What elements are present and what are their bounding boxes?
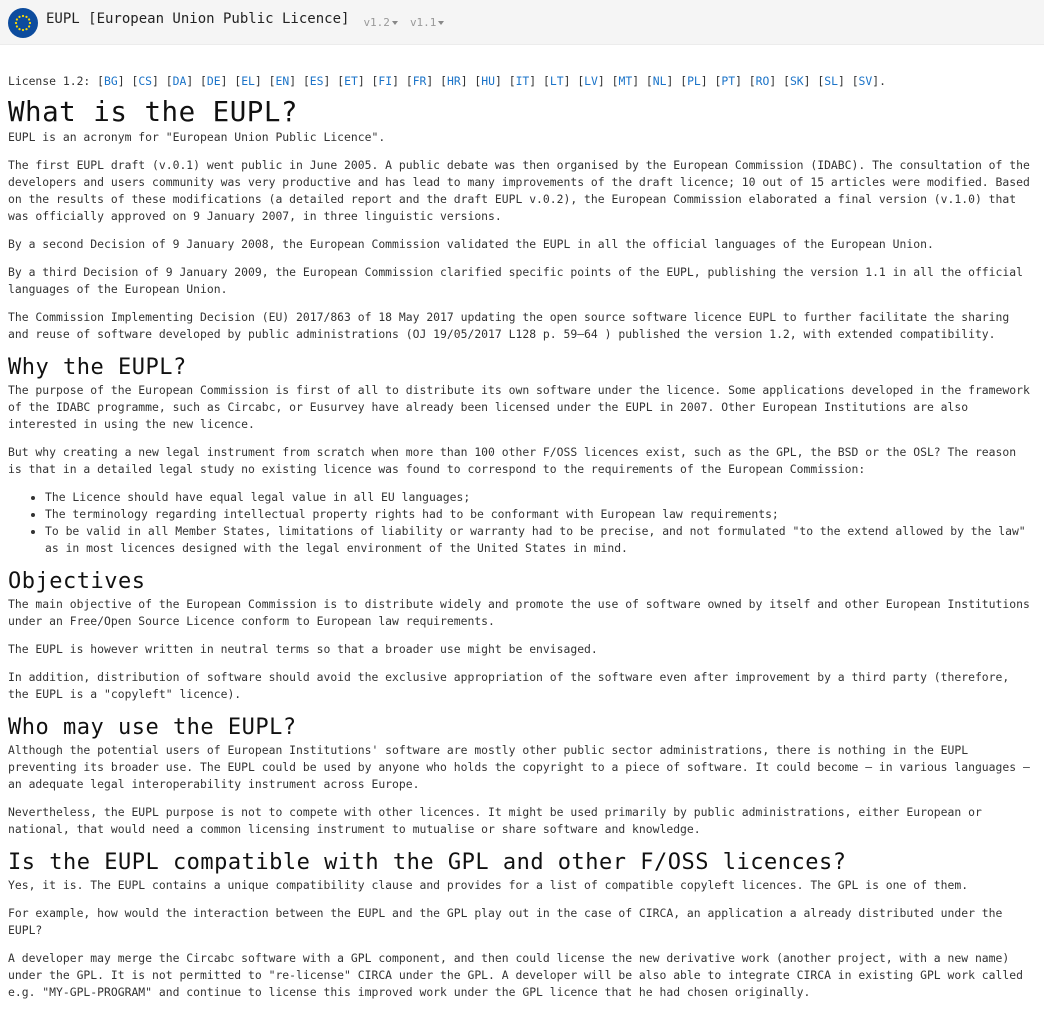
paragraph: For example, how would the interaction between the EUPL and the GPL play out in the case of CIRCA, an application a already distributed under the EUPL? (8, 906, 1003, 937)
language-prefix: License 1.2: (8, 74, 98, 88)
language-links (8, 73, 1036, 90)
paragraph: Nevertheless, the EUPL purpose is not to compete with other licences. It might be used primarily by public administrations, either European or national, that would need a common licensing instrument to mutualise or share software and knowledge. (8, 805, 982, 836)
language-link-hu[interactable]: HU (481, 74, 495, 88)
paragraph: EUPL is an acronym for "European Union Public Licence". (8, 130, 386, 144)
language-link-ro[interactable]: RO (755, 74, 770, 88)
language-link-pl[interactable]: PL (687, 74, 701, 88)
version-dropdown-v11[interactable] (410, 14, 445, 31)
paragraph: By a third Decision of 9 January 2009, the European Commission clarified specific points of the EUPL, publishing the version 1.1 in all the official languages of the European Union. (8, 265, 1023, 296)
language-link-el[interactable]: EL (241, 74, 255, 88)
caret-down-icon (392, 21, 398, 25)
language-link-nl[interactable]: NL (652, 74, 667, 88)
list-item: • To be valid in all Member States, limitations of liability or warranty had to be precise, and not formulated "to the extend allowed by the law" as in most licences designed with the legal environment of the United States in mind. (45, 523, 1036, 557)
language-link-sv[interactable]: SV (858, 74, 873, 88)
main-content (0, 73, 1044, 1001)
requirements-list (8, 489, 1036, 557)
paragraph: A developer may merge the Circabc software with a GPL component, and then could license the new derivative work (another project, with a new name) under the GPL. It is not permitted to "re-license" CIRCA under the GPL. A developer will be also able to integrate CIRCA in existing GPL work called e.g. "MY-GPL-PROGRAM" and continue to license this improved work under the GPL licence that he had chosen originally. (8, 951, 1023, 999)
version-label: v1.1 (409, 15, 437, 29)
language-link-bg[interactable]: BG (104, 74, 118, 88)
paragraph: In addition, distribution of software should avoid the exclusive appropriation of the software even after improvement by a third party (therefore, the EUPL is a "copyleft" licence). (8, 670, 1010, 701)
language-link-et[interactable]: ET (344, 74, 358, 88)
heading-who: Who may use the EUPL? (8, 715, 297, 740)
paragraph: The EUPL is however written in neutral terms so that a broader use might be envisaged. (8, 642, 598, 656)
heading-what: What is the EUPL? (8, 96, 298, 128)
language-link-en[interactable]: EN (275, 74, 290, 88)
navbar (0, 0, 1044, 45)
eu-stars-ring (8, 8, 38, 38)
language-link-cs[interactable]: CS (138, 74, 153, 88)
language-link-lv[interactable]: LV (584, 74, 598, 88)
language-link-fi[interactable]: FI (378, 74, 393, 88)
paragraph: The Commission Implementing Decision (EU) 2017/863 of 18 May 2017 updating the open source software licence EUPL to further facilitate the sharing and reuse of software developed by public administrations (OJ 19/05/2017 L128 p. 59–64 ) published the version 1.2, with extended compatibility. (8, 310, 1010, 341)
language-link-list: [BG] [CS] [DA] [DE] [EL] [EN] [ES] [ET] [FI] [FR] [HR] [HU] [IT] [LT] [LV] [MT] [NL] [PL] [PT] [RO] [SK] [SL] [SV]. (97, 74, 886, 88)
paragraph: But why creating a new legal instrument from scratch when more than 100 other F/OSS licences exist, such as the GPL, the BSD or the OSL? The reason is that in a detailed legal study no existing licence was found to correspond to the requirements of the European Commission: (8, 445, 1017, 476)
language-link-sl[interactable]: SL (824, 74, 838, 88)
paragraph: Yes, it is. The EUPL contains a unique compatibility clause and provides for a list of compatible copyleft licences. The GPL is one of them. (8, 878, 969, 892)
language-link-it[interactable]: IT (515, 74, 530, 88)
language-link-fr[interactable]: FR (412, 74, 427, 88)
heading-objectives: Objectives (8, 569, 146, 594)
language-link-es[interactable]: ES (309, 74, 324, 88)
heading-compatibility: Is the EUPL compatible with the GPL and other F/OSS licences? (8, 850, 847, 875)
paragraph: The first EUPL draft (v.0.1) went public in June 2005. A public debate was then organised by the European Commission (IDABC). The consultation of the developers and users community was very productive and has lead to many improvements of the draft licence; 10 out of 15 articles were modified. Based on the results of these modifications (a detailed report and the draft EUPL v.0.2), the European Commission elaborated a final version (v.1.0) that was officially approved on 9 January 2007, in three linguistic versions. (8, 158, 1030, 223)
version-dropdown-v12[interactable] (363, 14, 398, 31)
paragraph: The purpose of the European Commission is first of all to distribute its own software under the licence. Some applications developed in the framework of the IDABC programme, such as Circabc, or Eusurvey have already been licensed under the EUPL in 2007. Other European Institutions are also interested in using the new licence. (8, 383, 1030, 431)
language-link-hr[interactable]: HR (446, 74, 461, 88)
language-link-mt[interactable]: MT (618, 74, 633, 88)
paragraph: By a second Decision of 9 January 2008, the European Commission validated the EUPL in all the official languages of the European Union. (8, 237, 934, 251)
language-link-pt[interactable]: PT (721, 74, 736, 88)
heading-why: Why the EUPL? (8, 355, 187, 380)
list-item: • The Licence should have equal legal value in all EU languages; (45, 489, 1036, 506)
language-link-lt[interactable]: LT (549, 74, 564, 88)
eu-flag-icon[interactable] (8, 8, 38, 38)
caret-down-icon (438, 21, 444, 25)
paragraph: Although the potential users of European Institutions' software are mostly other public sector administrations, there is nothing in the EUPL preventing its broader use. The EUPL could be used by anyone who holds the copyright to a piece of software. It could become – in various languages – an adequate legal interoperability instrument across Europe. (8, 743, 1030, 791)
list-item: • The terminology regarding intellectual property rights had to be conformant with European law requirements; (45, 506, 1036, 523)
language-link-de[interactable]: DE (206, 74, 221, 88)
language-link-sk[interactable]: SK (789, 74, 804, 88)
version-label: v1.2 (363, 15, 390, 29)
language-link-da[interactable]: DA (172, 74, 187, 88)
paragraph: The main objective of the European Commission is to distribute widely and promote the use of software owned by itself and other European Institutions under an Free/Open Source Licence conform to European law requirements. (8, 597, 1030, 628)
site-title[interactable]: EUPL [European Union Public Licence] (46, 11, 350, 27)
